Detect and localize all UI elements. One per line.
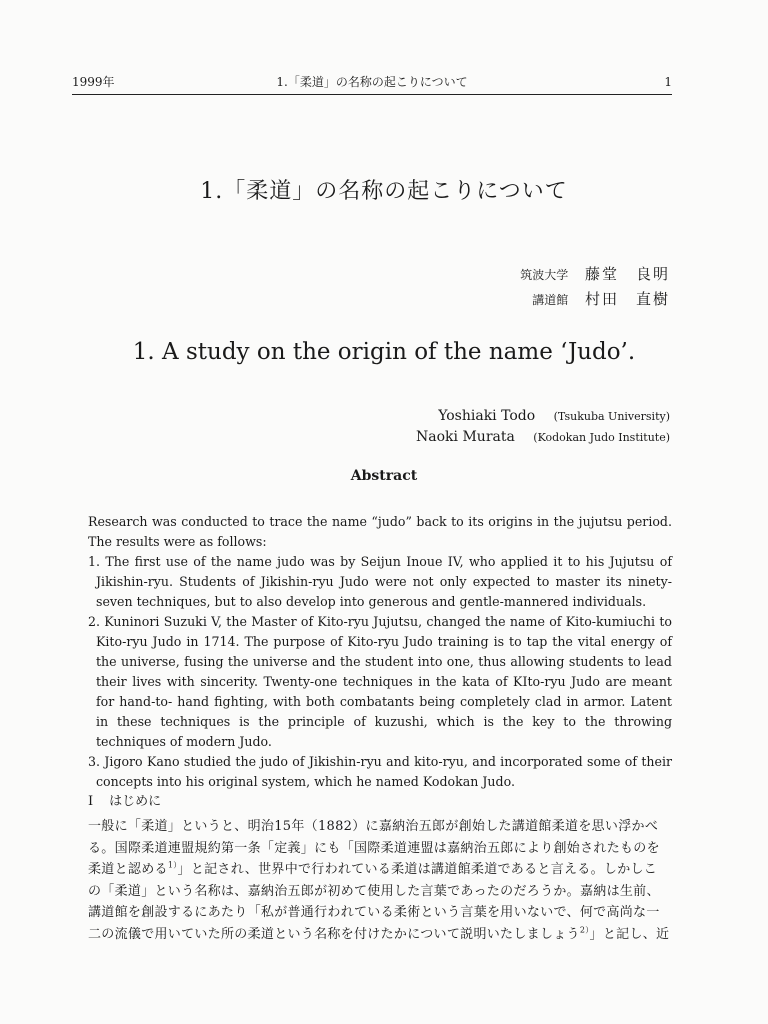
- author-name: 村田 直樹: [584, 290, 670, 308]
- author-name: 藤堂 良明: [584, 265, 670, 283]
- body-text: 二の流儀で用いていた所の柔道という名称を付けたかについて説明いたしましょう: [88, 926, 580, 942]
- body-text: 」と記し、近: [589, 926, 670, 942]
- header-year: 1999年: [72, 75, 115, 89]
- author-affiliation: (Kodokan Judo Institute): [533, 431, 670, 444]
- author-affiliation: (Tsukuba University): [553, 410, 670, 423]
- running-header: [72, 74, 672, 95]
- english-author-row: [416, 427, 670, 448]
- section-title: はじめに: [109, 794, 162, 809]
- english-title: 1. A study on the origin of the name ‘Judo’.: [132, 339, 636, 365]
- abstract-paragraph: 1. The first use of the name judo was by Seijun Inoue IV, who applied it to his Jujutsu of Jikishin-ryu. Students of Jikishin-ryu Judo were not only expected to master its ninety-seven techniques, but to also develop into generous and gentle-mannered individuals.: [88, 554, 672, 609]
- body-text: 」と記され、世界中で行われている柔道は講道館柔道であると言える。しかしこ: [177, 862, 658, 877]
- section-heading: [88, 792, 672, 812]
- section-introduction: [88, 792, 672, 945]
- abstract-body: [88, 512, 672, 792]
- body-line: 講道館を創設するにあたり「私が普通行われている柔術という言葉を用いないで、何で高尚な一: [88, 905, 660, 920]
- body-line: の「柔道」という名称は、嘉納治五郎が初めて使用した言葉であったのだろうか。嘉納は生前、: [88, 883, 660, 899]
- abstract-heading: Abstract: [350, 468, 418, 484]
- body-text: 柔道と認める: [88, 862, 168, 877]
- english-authors: [416, 406, 670, 448]
- section-number: Ⅰ: [88, 794, 94, 809]
- header-running-title: 1.「柔道」の名称の起こりについて: [276, 75, 468, 89]
- body-line: [88, 859, 672, 881]
- japanese-author-row: [520, 287, 670, 312]
- footnote-marker: 1）: [167, 860, 178, 870]
- body-line: 一般に「柔道」というと、明治15年（1882）に嘉納治五郎が創始した講道館柔道を思い浮かべ: [88, 819, 659, 834]
- japanese-author-row: [520, 262, 670, 287]
- author-affiliation: 講道館: [532, 293, 569, 307]
- body-line: [88, 924, 672, 946]
- footnote-marker: 2）: [579, 925, 590, 935]
- english-author-row: [416, 406, 670, 427]
- author-affiliation: 筑波大学: [520, 268, 569, 282]
- abstract-paragraph: Research was conducted to trace the name “judo” back to its origins in the jujutsu period. The results were as follows:: [88, 514, 672, 549]
- japanese-title: 1.「柔道」の名称の起こりについて: [200, 179, 568, 204]
- author-name: Naoki Murata: [416, 429, 515, 445]
- page-number: 1: [664, 75, 672, 89]
- japanese-authors: [520, 262, 670, 312]
- author-name: Yoshiaki Todo: [438, 408, 536, 424]
- body-line: る。国際柔道連盟規約第一条「定義」にも「国際柔道連盟は嘉納治五郎により創始されたものを: [88, 840, 660, 856]
- abstract-paragraph: 2. Kuninori Suzuki V, the Master of Kito-ryu Jujutsu, changed the name of Kito-kumiuchi to Kito-ryu Judo in 1714. The purpose of Kito-ryu Judo training is to tap the vital energy of the universe, fusing the universe and the student into one, thus allowing students to lead their lives with sincerity. Twenty-one techniques in the kata of KIto-ryu Judo are meant for hand-to- hand fighting, with both combatants being completely clad in armor. Latent in these techniques is the principle of kuzushi, which is the key to the throwing techniques of modern Judo.: [88, 614, 672, 749]
- abstract-paragraph: 3. Jigoro Kano studied the judo of Jikishin-ryu and kito-ryu, and incorporated some of their concepts into his original system, which he named Kodokan Judo.: [88, 754, 672, 789]
